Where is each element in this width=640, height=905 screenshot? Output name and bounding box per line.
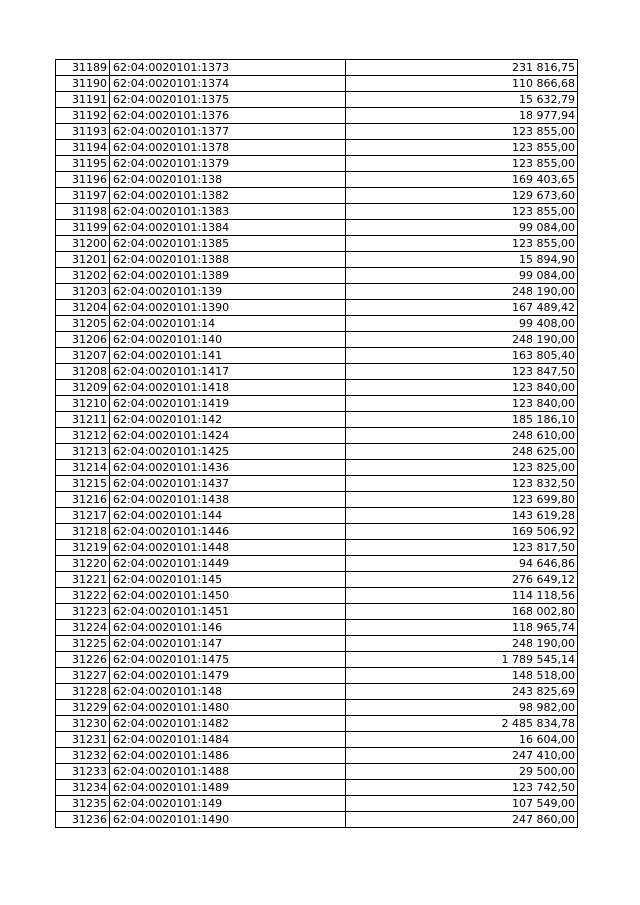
table-row	[56, 268, 578, 284]
value-cell: 248 610,00	[346, 428, 578, 444]
row-number-cell: 31219	[56, 540, 110, 556]
cadastral-number-cell: 62:04:0020101:1438	[110, 492, 346, 508]
table-row	[56, 220, 578, 236]
value-cell: 123 855,00	[346, 124, 578, 140]
cadastral-number-cell: 62:04:0020101:146	[110, 620, 346, 636]
table-row	[56, 780, 578, 796]
cadastral-number-cell: 62:04:0020101:147	[110, 636, 346, 652]
row-number-cell: 31225	[56, 636, 110, 652]
cadastral-number-cell: 62:04:0020101:1448	[110, 540, 346, 556]
row-number-cell: 31198	[56, 204, 110, 220]
row-number-cell: 31229	[56, 700, 110, 716]
table-row	[56, 284, 578, 300]
cadastral-number-cell: 62:04:0020101:1388	[110, 252, 346, 268]
table-row	[56, 316, 578, 332]
table-row	[56, 588, 578, 604]
cadastral-number-cell: 62:04:0020101:1484	[110, 732, 346, 748]
value-cell: 123 855,00	[346, 140, 578, 156]
row-number-cell: 31190	[56, 76, 110, 92]
value-cell: 123 825,00	[346, 460, 578, 476]
value-cell: 123 840,00	[346, 380, 578, 396]
cadastral-number-cell: 62:04:0020101:148	[110, 684, 346, 700]
row-number-cell: 31236	[56, 812, 110, 828]
table-row	[56, 732, 578, 748]
value-cell: 2 485 834,78	[346, 716, 578, 732]
row-number-cell: 31207	[56, 348, 110, 364]
row-number-cell: 31234	[56, 780, 110, 796]
row-number-cell: 31216	[56, 492, 110, 508]
row-number-cell: 31218	[56, 524, 110, 540]
value-cell: 143 619,28	[346, 508, 578, 524]
row-number-cell: 31226	[56, 652, 110, 668]
row-number-cell: 31191	[56, 92, 110, 108]
table-row	[56, 812, 578, 828]
cadastral-number-cell: 62:04:0020101:1480	[110, 700, 346, 716]
value-cell: 114 118,56	[346, 588, 578, 604]
row-number-cell: 31204	[56, 300, 110, 316]
cadastral-number-cell: 62:04:0020101:1489	[110, 780, 346, 796]
value-cell: 123 855,00	[346, 236, 578, 252]
table-row	[56, 348, 578, 364]
row-number-cell: 31221	[56, 572, 110, 588]
table-row	[56, 380, 578, 396]
cadastral-number-cell: 62:04:0020101:1417	[110, 364, 346, 380]
row-number-cell: 31231	[56, 732, 110, 748]
table-row	[56, 524, 578, 540]
value-cell: 29 500,00	[346, 764, 578, 780]
row-number-cell: 31210	[56, 396, 110, 412]
cadastral-number-cell: 62:04:0020101:1419	[110, 396, 346, 412]
cadastral-number-cell: 62:04:0020101:1490	[110, 812, 346, 828]
value-cell: 1 789 545,14	[346, 652, 578, 668]
value-cell: 243 825,69	[346, 684, 578, 700]
cadastral-number-cell: 62:04:0020101:14	[110, 316, 346, 332]
value-cell: 247 860,00	[346, 812, 578, 828]
cadastral-number-cell: 62:04:0020101:1390	[110, 300, 346, 316]
row-number-cell: 31232	[56, 748, 110, 764]
row-number-cell: 31214	[56, 460, 110, 476]
value-cell: 15 894,90	[346, 252, 578, 268]
table-row	[56, 492, 578, 508]
cadastral-number-cell: 62:04:0020101:1378	[110, 140, 346, 156]
table-row	[56, 396, 578, 412]
value-cell: 248 190,00	[346, 332, 578, 348]
table-row	[56, 364, 578, 380]
row-number-cell: 31209	[56, 380, 110, 396]
cadastral-number-cell: 62:04:0020101:149	[110, 796, 346, 812]
table-row	[56, 156, 578, 172]
table-row	[56, 508, 578, 524]
row-number-cell: 31220	[56, 556, 110, 572]
row-number-cell: 31215	[56, 476, 110, 492]
cadastral-number-cell: 62:04:0020101:144	[110, 508, 346, 524]
value-cell: 129 673,60	[346, 188, 578, 204]
table-row	[56, 572, 578, 588]
value-cell: 94 646,86	[346, 556, 578, 572]
cadastral-number-cell: 62:04:0020101:1384	[110, 220, 346, 236]
value-cell: 123 699,80	[346, 492, 578, 508]
cadastral-number-cell: 62:04:0020101:1436	[110, 460, 346, 476]
cadastral-number-cell: 62:04:0020101:1382	[110, 188, 346, 204]
value-cell: 276 649,12	[346, 572, 578, 588]
cadastral-number-cell: 62:04:0020101:1383	[110, 204, 346, 220]
row-number-cell: 31222	[56, 588, 110, 604]
table-row	[56, 604, 578, 620]
row-number-cell: 31233	[56, 764, 110, 780]
row-number-cell: 31205	[56, 316, 110, 332]
table-row	[56, 428, 578, 444]
cadastral-number-cell: 62:04:0020101:1488	[110, 764, 346, 780]
cadastral-number-cell: 62:04:0020101:1376	[110, 108, 346, 124]
table-row	[56, 124, 578, 140]
row-number-cell: 31203	[56, 284, 110, 300]
table-row	[56, 652, 578, 668]
value-cell: 99 084,00	[346, 268, 578, 284]
row-number-cell: 31211	[56, 412, 110, 428]
row-number-cell: 31227	[56, 668, 110, 684]
cadastral-number-cell: 62:04:0020101:1437	[110, 476, 346, 492]
table-row	[56, 76, 578, 92]
value-cell: 168 002,80	[346, 604, 578, 620]
cadastral-number-cell: 62:04:0020101:1475	[110, 652, 346, 668]
table-row	[56, 188, 578, 204]
value-cell: 185 186,10	[346, 412, 578, 428]
value-cell: 248 190,00	[346, 284, 578, 300]
cadastral-number-cell: 62:04:0020101:1479	[110, 668, 346, 684]
value-cell: 98 982,00	[346, 700, 578, 716]
cadastral-number-cell: 62:04:0020101:1482	[110, 716, 346, 732]
cadastral-number-cell: 62:04:0020101:140	[110, 332, 346, 348]
cadastral-number-cell: 62:04:0020101:1451	[110, 604, 346, 620]
table-row	[56, 764, 578, 780]
cadastral-value-table	[55, 59, 578, 828]
cadastral-number-cell: 62:04:0020101:1424	[110, 428, 346, 444]
table-row	[56, 236, 578, 252]
value-cell: 18 977,94	[346, 108, 578, 124]
value-cell: 148 518,00	[346, 668, 578, 684]
value-cell: 123 832,50	[346, 476, 578, 492]
cadastral-number-cell: 62:04:0020101:141	[110, 348, 346, 364]
value-cell: 123 742,50	[346, 780, 578, 796]
table-row	[56, 140, 578, 156]
cadastral-number-cell: 62:04:0020101:1418	[110, 380, 346, 396]
row-number-cell: 31212	[56, 428, 110, 444]
cadastral-number-cell: 62:04:0020101:1425	[110, 444, 346, 460]
value-cell: 169 403,65	[346, 172, 578, 188]
cadastral-number-cell: 62:04:0020101:142	[110, 412, 346, 428]
row-number-cell: 31235	[56, 796, 110, 812]
row-number-cell: 31217	[56, 508, 110, 524]
value-cell: 15 632,79	[346, 92, 578, 108]
value-cell: 110 866,68	[346, 76, 578, 92]
value-cell: 123 840,00	[346, 396, 578, 412]
table-row	[56, 332, 578, 348]
row-number-cell: 31197	[56, 188, 110, 204]
cadastral-number-cell: 62:04:0020101:145	[110, 572, 346, 588]
cadastral-number-cell: 62:04:0020101:1377	[110, 124, 346, 140]
row-number-cell: 31224	[56, 620, 110, 636]
value-cell: 123 847,50	[346, 364, 578, 380]
table-row	[56, 716, 578, 732]
table-row	[56, 252, 578, 268]
value-cell: 123 855,00	[346, 156, 578, 172]
row-number-cell: 31189	[56, 60, 110, 76]
row-number-cell: 31230	[56, 716, 110, 732]
row-number-cell: 31228	[56, 684, 110, 700]
row-number-cell: 31194	[56, 140, 110, 156]
value-cell: 107 549,00	[346, 796, 578, 812]
cadastral-number-cell: 62:04:0020101:1450	[110, 588, 346, 604]
row-number-cell: 31202	[56, 268, 110, 284]
row-number-cell: 31192	[56, 108, 110, 124]
row-number-cell: 31206	[56, 332, 110, 348]
cadastral-number-cell: 62:04:0020101:1375	[110, 92, 346, 108]
row-number-cell: 31200	[56, 236, 110, 252]
row-number-cell: 31193	[56, 124, 110, 140]
row-number-cell: 31208	[56, 364, 110, 380]
table-row	[56, 300, 578, 316]
value-cell: 247 410,00	[346, 748, 578, 764]
table-row	[56, 540, 578, 556]
table-row	[56, 636, 578, 652]
value-cell: 99 084,00	[346, 220, 578, 236]
row-number-cell: 31223	[56, 604, 110, 620]
value-cell: 248 625,00	[346, 444, 578, 460]
table-row	[56, 796, 578, 812]
table-row	[56, 204, 578, 220]
table-body	[56, 60, 578, 828]
cadastral-number-cell: 62:04:0020101:1385	[110, 236, 346, 252]
cadastral-number-cell: 62:04:0020101:1379	[110, 156, 346, 172]
cadastral-number-cell: 62:04:0020101:1486	[110, 748, 346, 764]
table-row	[56, 460, 578, 476]
table-row	[56, 476, 578, 492]
table-row	[56, 700, 578, 716]
value-cell: 123 817,50	[346, 540, 578, 556]
cadastral-number-cell: 62:04:0020101:1374	[110, 76, 346, 92]
cadastral-number-cell: 62:04:0020101:138	[110, 172, 346, 188]
table-row	[56, 92, 578, 108]
value-cell: 248 190,00	[346, 636, 578, 652]
table-row	[56, 556, 578, 572]
value-cell: 16 604,00	[346, 732, 578, 748]
value-cell: 167 489,42	[346, 300, 578, 316]
table-row	[56, 108, 578, 124]
cadastral-number-cell: 62:04:0020101:1389	[110, 268, 346, 284]
table-row	[56, 60, 578, 76]
row-number-cell: 31199	[56, 220, 110, 236]
table-row	[56, 620, 578, 636]
value-cell: 99 408,00	[346, 316, 578, 332]
table-row	[56, 748, 578, 764]
table-row	[56, 412, 578, 428]
row-number-cell: 31196	[56, 172, 110, 188]
value-cell: 123 855,00	[346, 204, 578, 220]
table-row	[56, 172, 578, 188]
table-row	[56, 668, 578, 684]
value-cell: 118 965,74	[346, 620, 578, 636]
cadastral-number-cell: 62:04:0020101:139	[110, 284, 346, 300]
table-row	[56, 444, 578, 460]
cadastral-number-cell: 62:04:0020101:1373	[110, 60, 346, 76]
value-cell: 169 506,92	[346, 524, 578, 540]
row-number-cell: 31213	[56, 444, 110, 460]
row-number-cell: 31195	[56, 156, 110, 172]
row-number-cell: 31201	[56, 252, 110, 268]
value-cell: 231 816,75	[346, 60, 578, 76]
cadastral-number-cell: 62:04:0020101:1449	[110, 556, 346, 572]
value-cell: 163 805,40	[346, 348, 578, 364]
cadastral-number-cell: 62:04:0020101:1446	[110, 524, 346, 540]
table-row	[56, 684, 578, 700]
